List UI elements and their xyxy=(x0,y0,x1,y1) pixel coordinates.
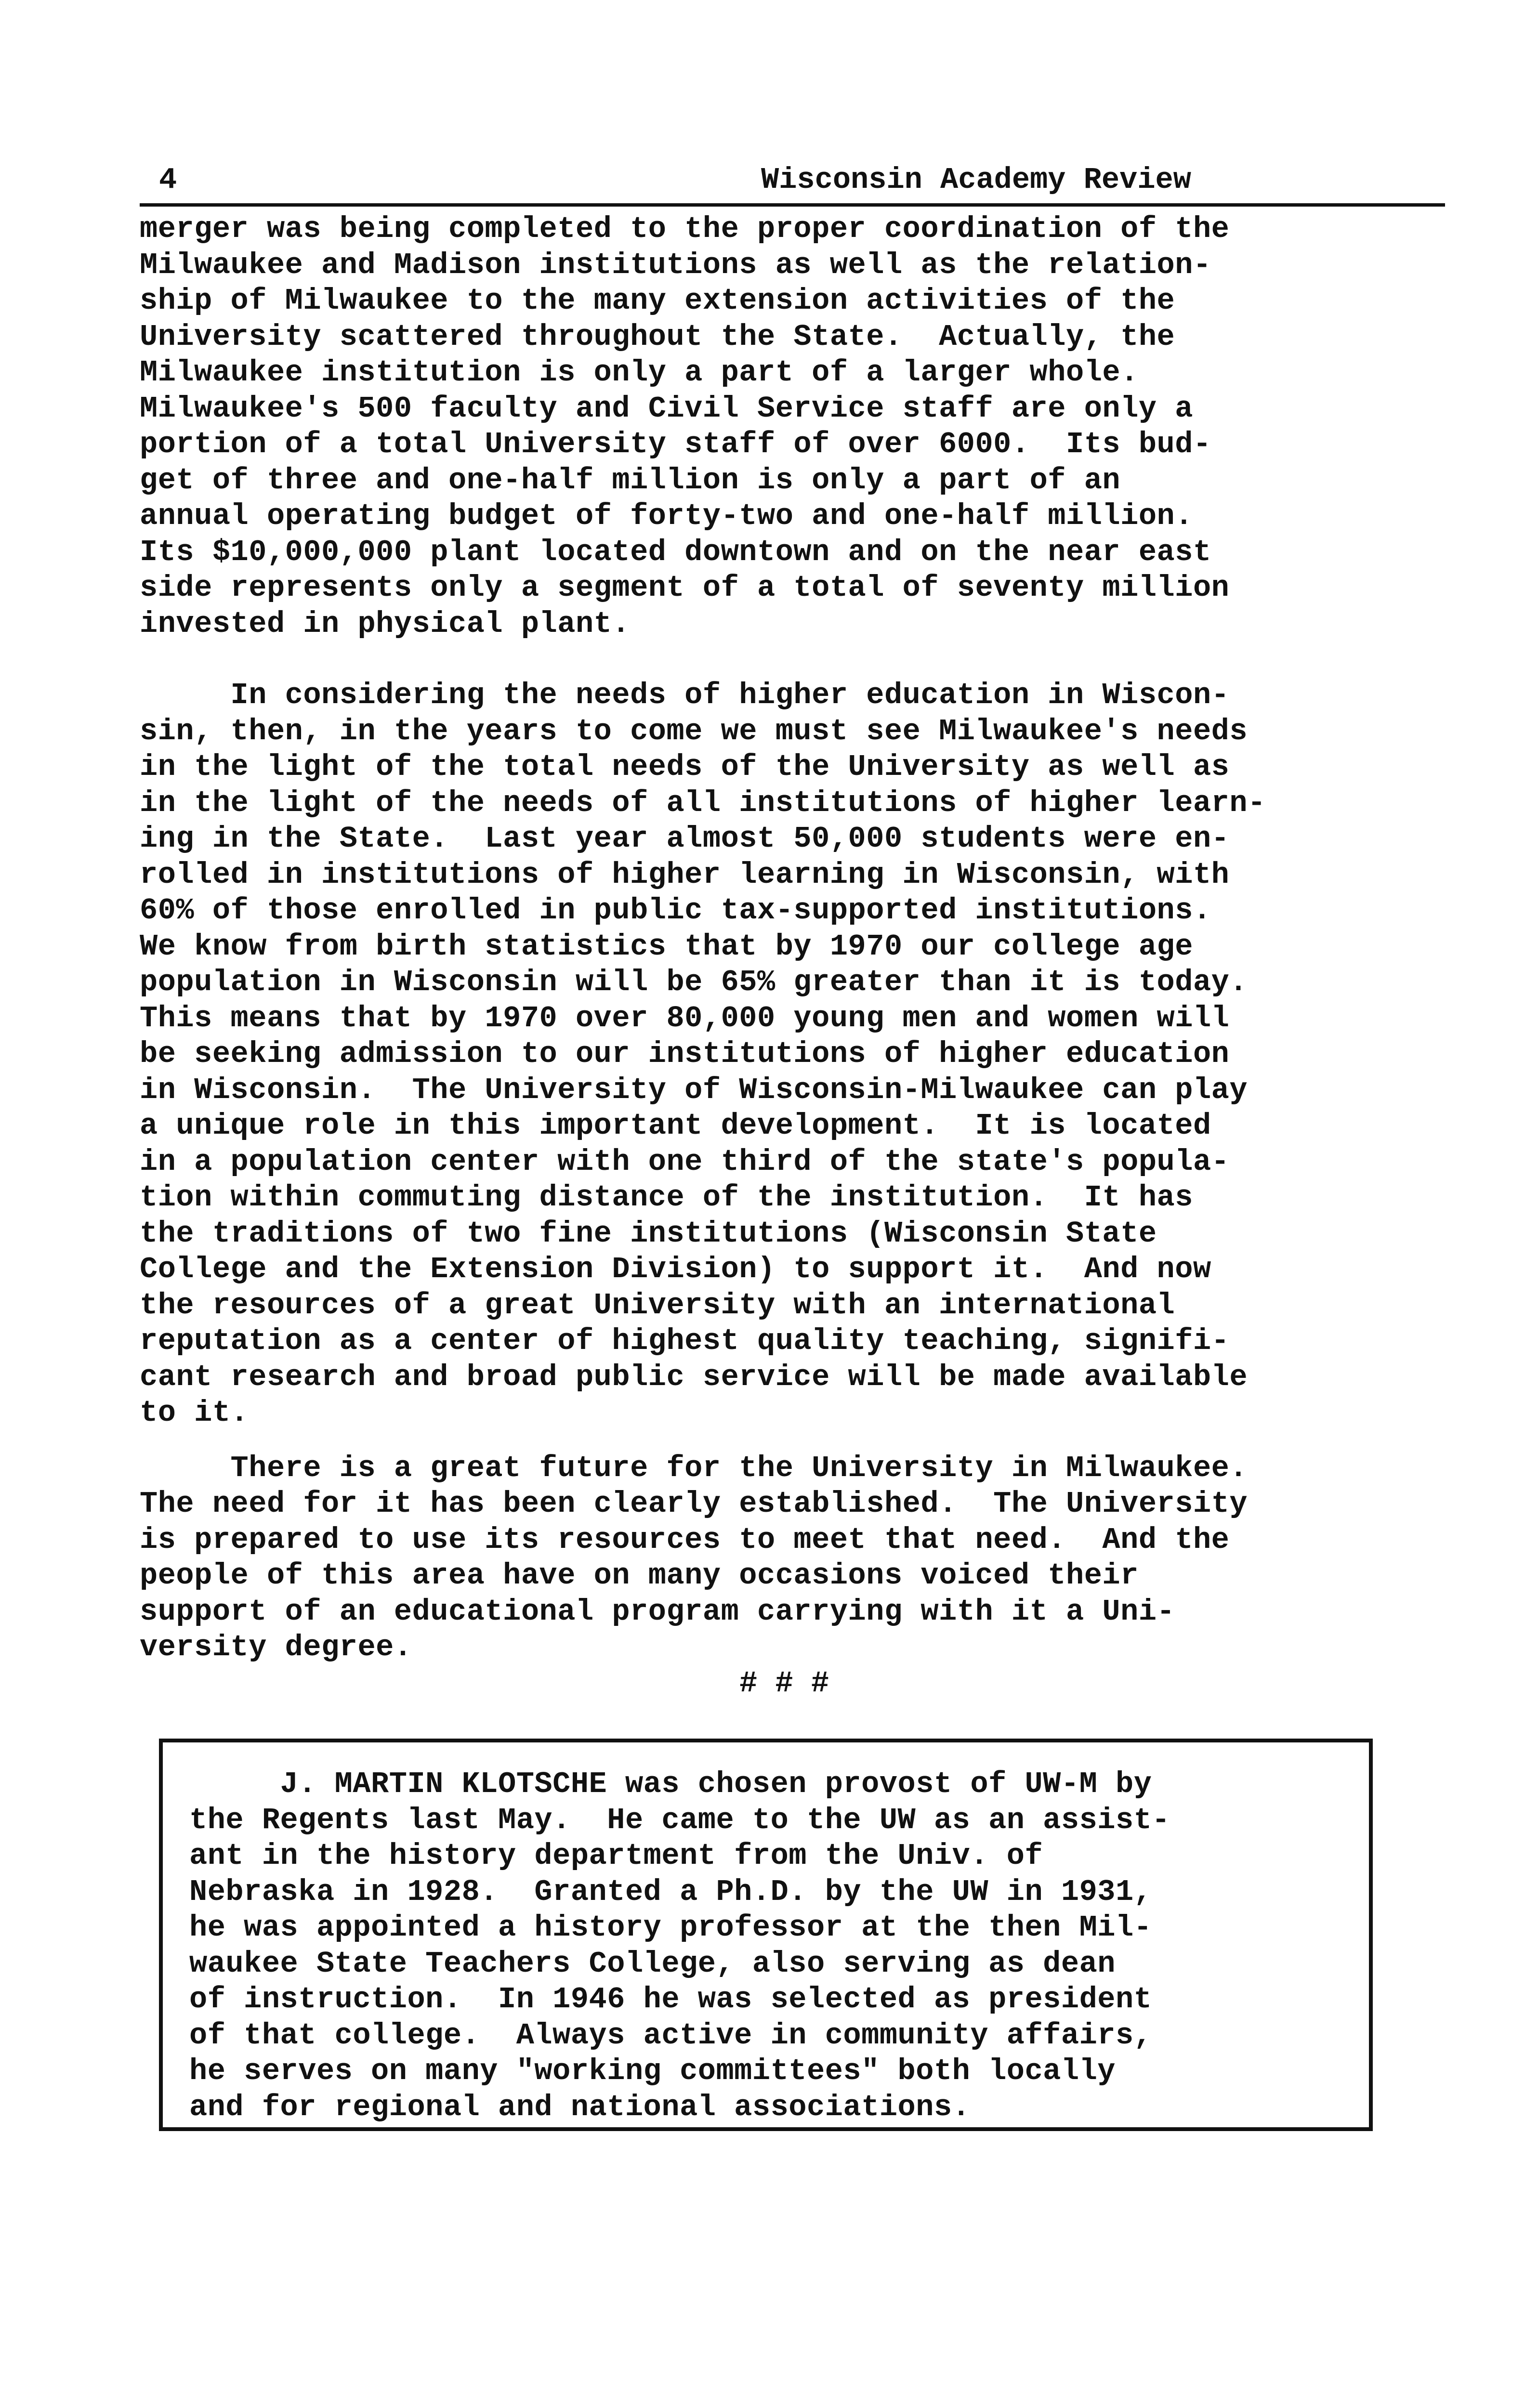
page-number: 4 xyxy=(159,163,177,197)
paragraph-2: In considering the needs of higher education in Wiscon- sin, then, in the years to come we must see Milwaukee's needs in the light of the total needs of the University as well as in the light of the needs of all institutions of higher learn- ing in the State. Last year almost 50,000 students were en- rolled in institutions of higher learning in Wisconsin, with 60% of those enrolled in public tax-supported institutions. We know from birth statistics that by 1970 our college age population in Wisconsin will be 65% greater than it is today. This means that by 1970 over 80,000 young men and women will be seeking admission to our institutions of higher education in Wisconsin. The University of Wisconsin-Milwaukee can play a unique role in this important development. It is located in a population center with one third of the state's popula- tion within commuting distance of the institution. It has the traditions of two fine institutions (Wisconsin State College and the Extension Division) to support it. And now the resources of a great University with an international reputation as a center of highest quality teaching, signifi- cant research and broad public service will be made available to it. xyxy=(140,678,1266,1430)
author-bio-box xyxy=(159,1739,1373,2131)
page-header xyxy=(140,159,1445,207)
paragraph-1: merger was being completed to the proper coordination of the Milwaukee and Madison institutions as well as the relation- ship of Milwaukee to the many extension activities of the University scattered throughout the State. Actually, the Milwaukee institution is only a part of a larger whole. Milwaukee's 500 faculty and Civil Service staff are only a portion of a total University staff of over 6000. Its bud- get of three and one-half million is only a part of an annual operating budget of forty-two and one-half million. Its $10,000,000 plant located downtown and on the near east side represents only a segment of a total of seventy million invested in physical plant. xyxy=(140,212,1230,641)
article-body xyxy=(140,211,1459,1701)
running-title: Wisconsin Academy Review xyxy=(761,163,1191,197)
author-bio-text: J. MARTIN KLOTSCHE was chosen provost of UW-M by the Regents last May. He came to the UW as an assist- ant in the history department from the Univ. of Nebraska in 1928. Granted a Ph.D. by the UW in 1931, he was appointed a history professor at the then Mil- waukee State Teachers College, also serving as dean of instruction. In 1946 he was selected as president of that college. Always active in community affairs, he serves on many "working committees" both locally and for regional and national associations. xyxy=(189,1767,1170,2124)
document-page xyxy=(140,159,1459,2124)
section-separator: # # # xyxy=(739,1666,829,1701)
paragraph-3: There is a great future for the University in Milwaukee. The need for it has been clearly established. The University is prepared to use its resources to meet that need. And the people of this area have on many occasions voiced their support of an educational program carrying with it a Uni- versity degree. xyxy=(140,1451,1248,1664)
